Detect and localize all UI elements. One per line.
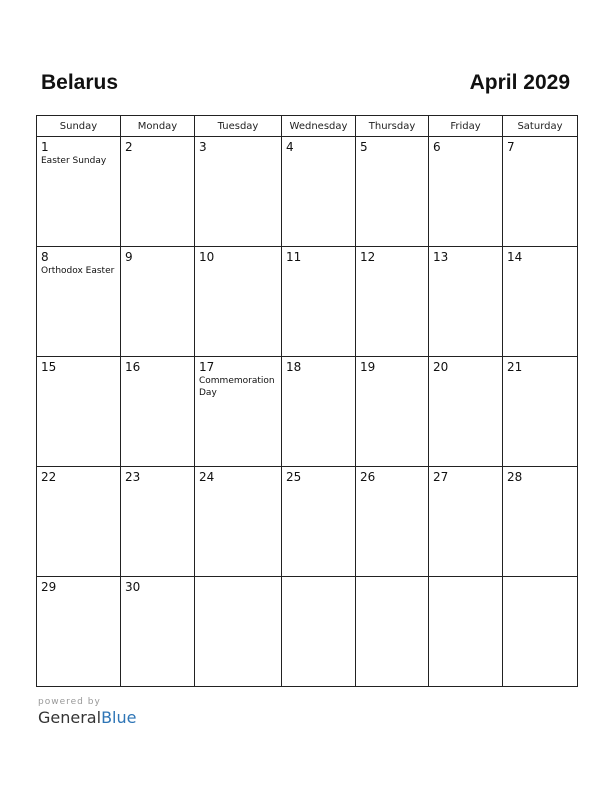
day-cell	[429, 247, 503, 357]
day-number: 7	[507, 140, 515, 154]
day-cell	[356, 467, 429, 577]
weekday-header-row	[37, 116, 578, 137]
day-number: 24	[199, 470, 215, 484]
week-row	[37, 467, 578, 577]
weekday-header: Wednesday	[282, 116, 356, 137]
day-number: 17	[199, 360, 215, 374]
day-number: 15	[41, 360, 57, 374]
day-number: 19	[360, 360, 376, 374]
brand-blue-text: Blue	[101, 708, 137, 727]
weekday-header: Monday	[121, 116, 195, 137]
day-cell	[37, 577, 121, 687]
day-number: 4	[286, 140, 294, 154]
day-cell	[121, 137, 195, 247]
day-cell	[282, 357, 356, 467]
day-cell	[356, 137, 429, 247]
day-cell	[429, 467, 503, 577]
day-cell	[356, 357, 429, 467]
generalblue-logo	[38, 708, 136, 727]
day-cell	[195, 357, 282, 467]
day-number: 5	[360, 140, 368, 154]
day-cell	[282, 137, 356, 247]
day-cell	[121, 357, 195, 467]
day-number: 12	[360, 250, 376, 264]
day-number: 27	[433, 470, 449, 484]
day-number: 29	[41, 580, 57, 594]
day-number: 20	[433, 360, 449, 374]
day-number: 10	[199, 250, 215, 264]
day-number: 14	[507, 250, 523, 264]
day-number: 16	[125, 360, 141, 374]
week-row	[37, 247, 578, 357]
weekday-header: Thursday	[356, 116, 429, 137]
day-cell	[429, 357, 503, 467]
holiday-label: Easter Sunday	[41, 156, 107, 166]
day-number: 13	[433, 250, 449, 264]
day-cell	[282, 467, 356, 577]
day-cell	[37, 247, 121, 357]
weekday-header: Sunday	[37, 116, 121, 137]
day-number: 28	[507, 470, 523, 484]
weekday-header: Friday	[429, 116, 503, 137]
day-number: 1	[41, 140, 49, 154]
day-number: 23	[125, 470, 141, 484]
day-cell	[121, 247, 195, 357]
day-cell	[121, 577, 195, 687]
day-cell	[282, 247, 356, 357]
day-number: 9	[125, 250, 133, 264]
day-cell	[121, 467, 195, 577]
holiday-label: Orthodox Easter	[41, 266, 115, 276]
weekday-header: Saturday	[503, 116, 578, 137]
day-cell	[195, 467, 282, 577]
day-number: 8	[41, 250, 49, 264]
day-number: 2	[125, 140, 133, 154]
day-number: 30	[125, 580, 141, 594]
day-cell	[282, 577, 356, 687]
day-cell	[503, 247, 578, 357]
day-cell	[503, 577, 578, 687]
calendar-grid	[36, 115, 578, 687]
week-row	[37, 577, 578, 687]
day-number: 22	[41, 470, 57, 484]
day-cell	[37, 137, 121, 247]
day-cell	[195, 137, 282, 247]
day-number: 21	[507, 360, 523, 374]
footer-branding	[38, 697, 136, 727]
day-cell	[429, 577, 503, 687]
day-number: 11	[286, 250, 302, 264]
month-year-title: April 2029	[469, 71, 570, 94]
day-cell	[356, 577, 429, 687]
day-cell	[37, 467, 121, 577]
weekday-header: Tuesday	[195, 116, 282, 137]
day-cell	[503, 137, 578, 247]
day-number: 26	[360, 470, 376, 484]
brand-general-text: General	[38, 708, 102, 727]
day-cell	[503, 357, 578, 467]
week-row	[37, 357, 578, 467]
day-number: 3	[199, 140, 207, 154]
holiday-label: Commemoration Day	[199, 376, 275, 398]
day-cell	[356, 247, 429, 357]
day-cell	[195, 247, 282, 357]
day-cell	[429, 137, 503, 247]
day-number: 25	[286, 470, 302, 484]
powered-by-text: powered by	[38, 697, 101, 707]
day-cell	[195, 577, 282, 687]
day-number: 18	[286, 360, 302, 374]
country-title: Belarus	[41, 71, 119, 94]
day-number: 6	[433, 140, 441, 154]
day-cell	[503, 467, 578, 577]
day-cell	[37, 357, 121, 467]
week-row	[37, 137, 578, 247]
